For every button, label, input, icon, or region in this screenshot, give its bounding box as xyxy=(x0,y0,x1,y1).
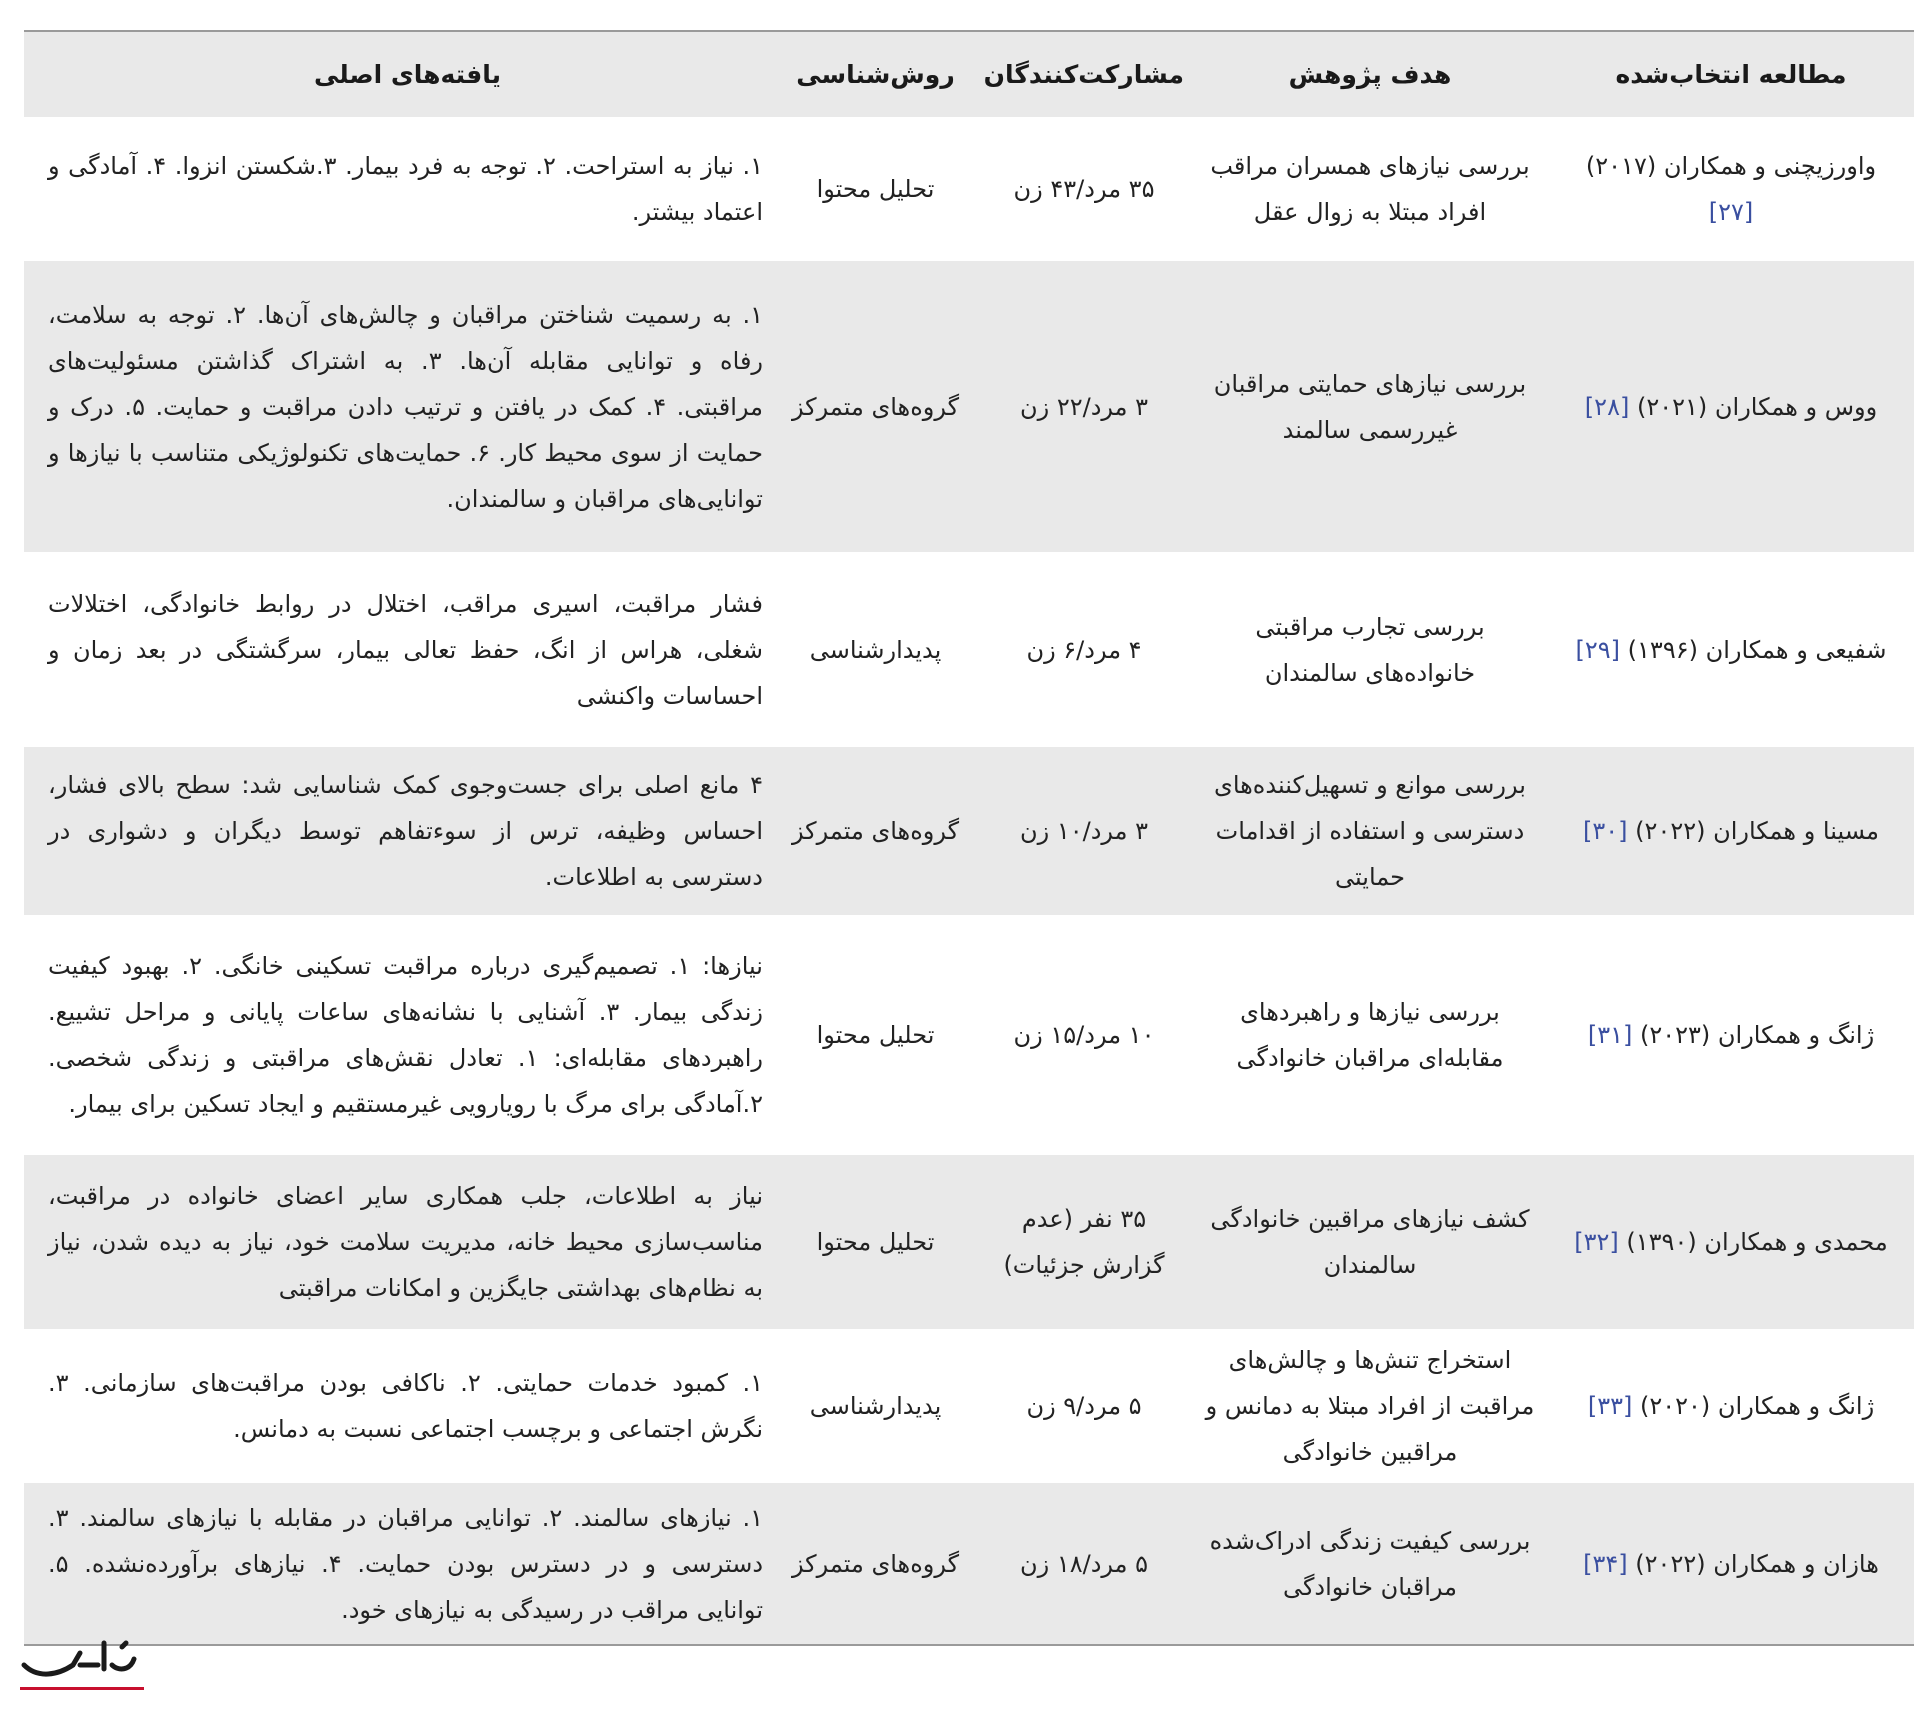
journal-logo xyxy=(18,1635,148,1697)
cell-study xyxy=(1548,747,1914,915)
reference-link[interactable]: [۳۳] xyxy=(1587,1392,1633,1420)
cell-aim: استخراج تنش‌ها و چالش‌های مراقبت از افراد مبتلا به دمانس و مراقبین خانوادگی xyxy=(1205,1346,1535,1466)
journal-logo-mark xyxy=(18,1635,148,1697)
cell-method: گروه‌های متمرکز xyxy=(791,1549,960,1578)
header-method: روش‌شناسی xyxy=(796,60,955,89)
study-name: ژانگ و همکاران (۲۰۲۰) xyxy=(1639,1392,1875,1420)
cell-method: گروه‌های متمرکز xyxy=(791,392,960,421)
cell-study xyxy=(1548,915,1914,1155)
header-aim: هدف پژوهش xyxy=(1288,60,1452,89)
reference-link[interactable]: [۲۷] xyxy=(1708,198,1754,226)
cell-method: تحلیل محتوا xyxy=(816,175,935,203)
reference-link[interactable]: [۲۸] xyxy=(1584,392,1630,421)
cell-participants: ۵ مرد/۹ زن xyxy=(1026,1392,1142,1420)
table-row xyxy=(24,1483,1914,1645)
table-row xyxy=(24,1155,1914,1329)
studies-table-container xyxy=(24,30,1914,1646)
cell-participants: ۳ مرد/۲۲ زن xyxy=(1019,392,1148,421)
cell-participants: ۱۰ مرد/۱۵ زن xyxy=(1013,1021,1155,1049)
cell-findings: ۴ مانع اصلی برای جست‌وجوی کمک شناسایی شد: سطح بالای فشار، احساس وظیفه، ترس از سوءتفاهم توسط دیگران و دشواری در دسترسی به اطلاعات. xyxy=(48,771,763,891)
cell-method: پدیدارشناسی xyxy=(809,635,942,664)
cell-method: گروه‌های متمرکز xyxy=(791,817,960,845)
table-row xyxy=(24,552,1914,747)
cell-findings: ۱. کمبود خدمات حمایتی. ۲. ناکافی بودن مراقبت‌های سازمانی. ۳. نگرش اجتماعی و برچسب اجتماعی نسبت به دمانس. xyxy=(48,1369,763,1443)
study-name: واورزیچنی و همکاران (۲۰۱۷) xyxy=(1585,152,1877,180)
header-row xyxy=(24,31,1914,117)
cell-participants: ۳ مرد/۱۰ زن xyxy=(1019,817,1148,845)
study-name: ژانگ و همکاران (۲۰۲۳) xyxy=(1639,1021,1875,1049)
study-name: مسینا و همکاران (۲۰۲۲) xyxy=(1635,817,1879,845)
cell-aim: بررسی نیازها و راهبردهای مقابله‌ای مراقبان خانوادگی xyxy=(1236,998,1504,1072)
cell-aim: بررسی تجارب مراقبتی خانواده‌های سالمندان xyxy=(1255,612,1485,687)
table-row xyxy=(24,117,1914,261)
cell-aim: بررسی کیفیت زندگی ادراک‌شده مراقبان خانوادگی xyxy=(1209,1526,1531,1601)
cell-findings: نیازها: ۱. تصمیم‌گیری درباره مراقبت تسکینی خانگی. ۲. بهبود کیفیت زندگی بیمار. ۳. آشنایی با نشانه‌های ساعات پایانی و مراحل تشییع. راهبردهای مقابله‌ای: ۱. تعادل نقش‌های مراقبتی و زندگی شخصی. ۲.آمادگی برای مرگ با رویارویی غیرمستقیم و ایجاد تسکین برای بیمار. xyxy=(48,952,764,1118)
study-name: شفیعی و همکاران (۱۳۹۶) xyxy=(1627,635,1887,664)
cell-method: تحلیل محتوا xyxy=(816,1021,935,1049)
reference-link[interactable]: [۳۱] xyxy=(1587,1021,1633,1049)
cell-participants: ۳۵ مرد/۴۳ زن xyxy=(1013,175,1155,203)
cell-findings: ۱. به رسمیت شناختن مراقبان و چالش‌های آن‌ها. ۲. توجه به سلامت، رفاه و توانایی مقابله آن‌ها. ۳. به اشتراک گذاشتن مسئولیت‌های مراقبتی. ۴. کمک در یافتن و ترتیب دادن مراقبت و حمایت. ۵. درک و حمایت از سوی محیط کار. ۶. حمایت‌های تکنولوژیکی متناسب با نیازها و توانایی‌های مراقبان و سالمندان. xyxy=(48,300,764,513)
table-row xyxy=(24,915,1914,1155)
table-row xyxy=(24,747,1914,915)
cell-study xyxy=(1548,117,1914,261)
header-findings: یافته‌های اصلی xyxy=(313,60,502,89)
cell-participants: ۳۵ نفر (عدم گزارش جزئیات) xyxy=(1003,1205,1165,1279)
cell-study xyxy=(1548,1155,1914,1329)
studies-table xyxy=(24,30,1914,1646)
header-study: مطالعه انتخاب‌شده xyxy=(1615,60,1847,89)
cell-study xyxy=(1548,1483,1914,1645)
cell-aim: بررسی نیازهای همسران مراقب افراد مبتلا به زوال عقل xyxy=(1210,152,1530,226)
table-body xyxy=(24,117,1914,1645)
cell-study xyxy=(1548,261,1914,552)
table-row xyxy=(24,1329,1914,1483)
cell-findings: نیاز به اطلاعات، جلب همکاری سایر اعضای خانواده در مراقبت، مناسب‌سازی محیط خانه، مدیریت سلامت خود، نیاز به دیده شدن، نیاز به نظام‌های بهداشتی جایگزین و امکانات مراقبتی xyxy=(48,1182,763,1302)
reference-link[interactable]: [۳۲] xyxy=(1574,1228,1619,1256)
cell-method: تحلیل محتوا xyxy=(816,1228,935,1256)
reference-link[interactable]: [۲۹] xyxy=(1575,635,1621,664)
cell-aim: بررسی موانع و تسهیل‌کننده‌های دسترسی و استفاده از اقدامات حمایتی xyxy=(1214,771,1526,891)
study-name: محمدی و همکاران (۱۳۹۰) xyxy=(1626,1228,1888,1256)
table-header xyxy=(24,31,1914,117)
cell-participants: ۴ مرد/۶ زن xyxy=(1026,635,1142,664)
reference-link[interactable]: [۳۰] xyxy=(1583,817,1628,845)
cell-method: پدیدارشناسی xyxy=(809,1392,942,1420)
header-participants: مشارکت‌کنندگان xyxy=(983,60,1184,89)
cell-study xyxy=(1548,552,1914,747)
cell-findings: ۱. نیازهای سالمند. ۲. توانایی مراقبان در مقابله با نیازهای سالمند. ۳. دسترسی و در دسترس بودن حمایت. ۴. نیازهای برآورده‌نشده. ۵. توانایی مراقب در رسیدگی به نیازهای خود. xyxy=(48,1503,764,1624)
cell-findings: فشار مراقبت، اسیری مراقب، اختلال در روابط خانوادگی، اختلالات شغلی، هراس از انگ، حفظ تعالی بیمار، سرگشتگی در بعد زمان و احساسات واکنشی xyxy=(48,589,763,710)
cell-findings: ۱. نیاز به استراحت. ۲. توجه به فرد بیمار. ۳.شکستن انزوا. ۴. آمادگی و اعتماد بیشتر. xyxy=(48,152,763,226)
cell-aim: بررسی نیازهای حمایتی مراقبان غیررسمی سالمند xyxy=(1213,369,1527,444)
study-name: ووس و همکاران (۲۰۲۱) xyxy=(1636,392,1878,421)
study-name: هازان و همکاران (۲۰۲۲) xyxy=(1635,1549,1879,1578)
cell-study xyxy=(1548,1329,1914,1483)
cell-aim: کشف نیازهای مراقبین خانوادگی سالمندان xyxy=(1210,1205,1530,1279)
table-row xyxy=(24,261,1914,552)
cell-participants: ۵ مرد/۱۸ زن xyxy=(1019,1549,1148,1578)
reference-link[interactable]: [۳۴] xyxy=(1583,1549,1628,1578)
